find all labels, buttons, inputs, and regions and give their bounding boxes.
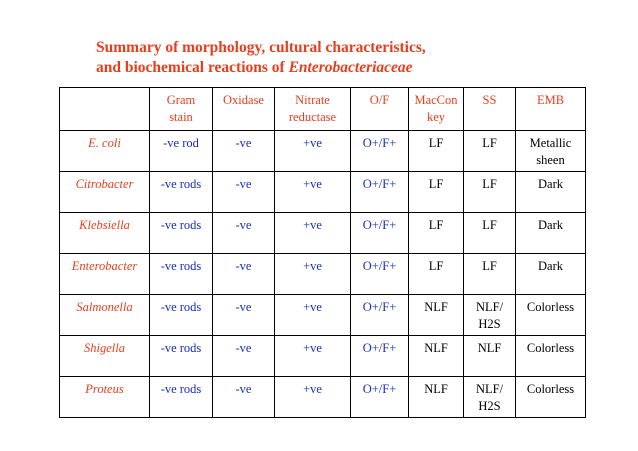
ss-cell: NLF/ H2S [464, 377, 516, 418]
gram-stain-cell: -ve rods [150, 254, 213, 295]
ss-cell: LF [464, 254, 516, 295]
of-cell: O+/F+ [351, 377, 409, 418]
gram-stain-cell: -ve rods [150, 213, 213, 254]
table-row [60, 377, 586, 418]
header-row [60, 88, 586, 131]
table-row [60, 172, 586, 213]
emb-cell: Dark [516, 172, 586, 213]
title-line-2-prefix: and biochemical reactions of [96, 59, 289, 76]
gram-stain-cell: -ve rods [150, 172, 213, 213]
table-row [60, 295, 586, 336]
nitrate-reductase-cell: +ve [275, 377, 351, 418]
macconkey-cell: NLF [409, 377, 464, 418]
emb-cell: Colorless [516, 336, 586, 377]
table-row [60, 254, 586, 295]
organism-cell: E. coli [60, 131, 150, 172]
table-row [60, 131, 586, 172]
title-line-1: Summary of morphology, cultural characteristics, [96, 39, 426, 56]
table-row [60, 213, 586, 254]
oxidase-cell: -ve [213, 336, 275, 377]
header-cell-of: O/F [351, 88, 409, 131]
of-cell: O+/F+ [351, 213, 409, 254]
of-cell: O+/F+ [351, 131, 409, 172]
nitrate-reductase-cell: +ve [275, 213, 351, 254]
gram-stain-cell: -ve rods [150, 336, 213, 377]
header-cell-nitrate-reductase: Nitrate reductase [275, 88, 351, 131]
gram-stain-cell: -ve rods [150, 295, 213, 336]
nitrate-reductase-cell: +ve [275, 295, 351, 336]
header-cell-oxidase: Oxidase [213, 88, 275, 131]
oxidase-cell: -ve [213, 377, 275, 418]
nitrate-reductase-cell: +ve [275, 131, 351, 172]
macconkey-cell: LF [409, 254, 464, 295]
title-line-2 [96, 58, 426, 78]
table-row [60, 336, 586, 377]
organism-cell: Shigella [60, 336, 150, 377]
header-cell-macconkey: MacCon key [409, 88, 464, 131]
gram-stain-cell: -ve rods [150, 377, 213, 418]
organism-cell: Klebsiella [60, 213, 150, 254]
oxidase-cell: -ve [213, 131, 275, 172]
ss-cell: NLF [464, 336, 516, 377]
of-cell: O+/F+ [351, 295, 409, 336]
header-cell-ss: SS [464, 88, 516, 131]
macconkey-cell: LF [409, 131, 464, 172]
macconkey-cell: NLF [409, 336, 464, 377]
of-cell: O+/F+ [351, 172, 409, 213]
nitrate-reductase-cell: +ve [275, 254, 351, 295]
oxidase-cell: -ve [213, 254, 275, 295]
emb-cell: Colorless [516, 295, 586, 336]
emb-cell: Dark [516, 213, 586, 254]
ss-cell: NLF/ H2S [464, 295, 516, 336]
header-cell-organism [60, 88, 150, 131]
oxidase-cell: -ve [213, 295, 275, 336]
nitrate-reductase-cell: +ve [275, 172, 351, 213]
ss-cell: LF [464, 131, 516, 172]
nitrate-reductase-cell: +ve [275, 336, 351, 377]
emb-cell: Dark [516, 254, 586, 295]
page-title [96, 38, 426, 78]
title-family-name: Enterobacteriaceae [288, 59, 413, 76]
of-cell: O+/F+ [351, 254, 409, 295]
macconkey-cell: LF [409, 213, 464, 254]
organism-cell: Proteus [60, 377, 150, 418]
oxidase-cell: -ve [213, 172, 275, 213]
macconkey-cell: NLF [409, 295, 464, 336]
ss-cell: LF [464, 213, 516, 254]
organism-cell: Salmonella [60, 295, 150, 336]
gram-stain-cell: -ve rod [150, 131, 213, 172]
header-cell-emb: EMB [516, 88, 586, 131]
emb-cell: Colorless [516, 377, 586, 418]
ss-cell: LF [464, 172, 516, 213]
oxidase-cell: -ve [213, 213, 275, 254]
organism-cell: Enterobacter [60, 254, 150, 295]
organism-cell: Citrobacter [60, 172, 150, 213]
of-cell: O+/F+ [351, 336, 409, 377]
emb-cell: Metallic sheen [516, 131, 586, 172]
summary-table [59, 87, 586, 418]
header-cell-gram-stain: Gram stain [150, 88, 213, 131]
macconkey-cell: LF [409, 172, 464, 213]
